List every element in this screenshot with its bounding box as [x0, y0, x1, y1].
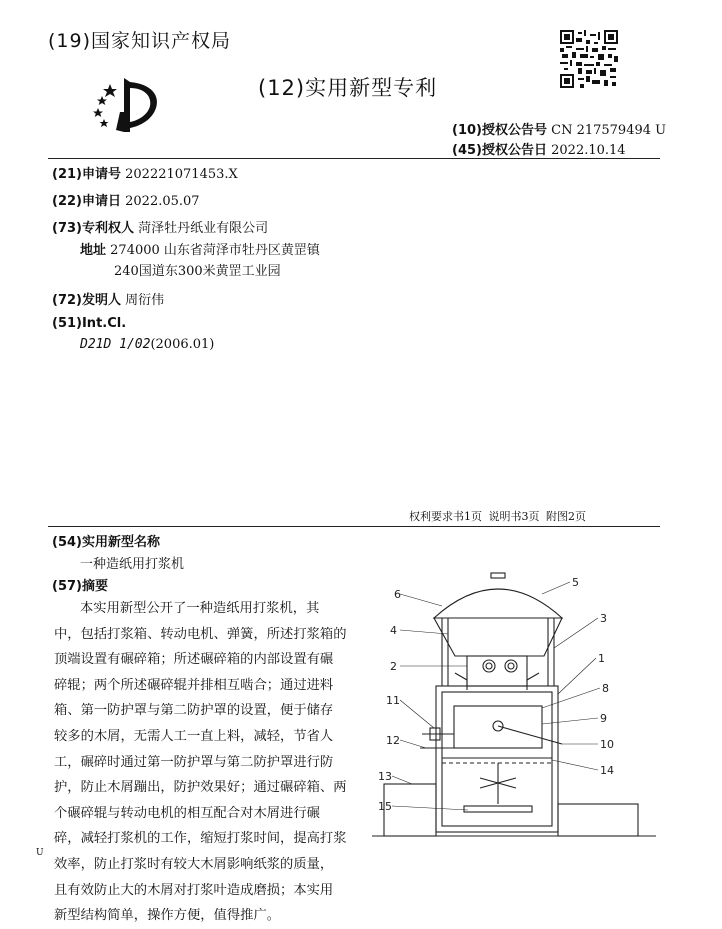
- application-number-row: [52, 163, 238, 182]
- office-name: (19)国家知识产权局: [48, 30, 232, 52]
- technical-drawing: [372, 568, 656, 868]
- abstract-line: 个碾碎辊与转动电机的相互配合对木屑进行碾: [54, 805, 320, 821]
- crushing-roller-right: [505, 660, 517, 672]
- ipc-label-row: [52, 316, 126, 331]
- application-number-label: (21)申请号: [52, 167, 121, 182]
- crushing-box: [467, 656, 527, 686]
- abstract-label-row: [52, 575, 108, 594]
- drawing-label-8: 8: [602, 682, 609, 695]
- drawing-label-6: 6: [394, 588, 401, 601]
- body-divider: [48, 526, 660, 527]
- drawing-label-11: 11: [386, 694, 400, 707]
- abstract-line: 效率，防止打浆时有较大木屑影响纸浆的质量，: [54, 856, 334, 872]
- abstract-text: [54, 596, 352, 929]
- crushing-roller-left: [483, 660, 495, 672]
- patentee-row: [52, 217, 268, 236]
- address-line-2: 240国道东300米黄罡工业园: [114, 264, 281, 279]
- drawing-label-13: 13: [378, 770, 392, 783]
- feed-hopper: [434, 618, 562, 656]
- drawing-label-2: 2: [390, 660, 397, 673]
- publication-number-row: [452, 119, 666, 138]
- cnipa-logo: [80, 72, 170, 136]
- title-label: (54)实用新型名称: [52, 535, 160, 550]
- abstract-line: 工，碾碎时通过第一防护罩与第二防护罩进行防: [54, 754, 334, 770]
- drawing-label-14: 14: [600, 764, 614, 777]
- abstract-label: (57)摘要: [52, 579, 108, 594]
- abstract-line: 较多的木屑，无需人工一直上料，减轻，节省人: [54, 728, 334, 744]
- patentee: 菏泽牡丹纸业有限公司: [138, 221, 269, 236]
- drawing-label-10: 10: [600, 738, 614, 751]
- abstract-line: 本实用新型公开了一种造纸用打浆机，其: [80, 601, 320, 616]
- ipc-label: (51)Int.Cl.: [52, 316, 127, 331]
- header-divider: [48, 158, 660, 159]
- abstract-line: 碎，减轻打浆机的工作，缩短打浆时间，提高打浆: [54, 831, 347, 847]
- abstract-line: 护，防止木屑蹦出，防护效果好；通过碾碎箱、两: [54, 780, 347, 796]
- document-type: (12)实用新型专利: [258, 76, 438, 100]
- abstract-line: 中，包括打浆箱、转动电机、弹簧，所述打浆箱的: [54, 626, 347, 642]
- ipc-version: (2006.01): [150, 337, 215, 352]
- base-block: [558, 804, 638, 836]
- title-row: [80, 553, 184, 572]
- drawing-label-15: 15: [378, 800, 392, 813]
- publication-date-label: (45)授权公告日: [452, 143, 547, 158]
- inventor-row: [52, 289, 164, 308]
- address-label: 地址: [80, 243, 107, 258]
- address-line-1: 274000 山东省菏泽市牡丹区黄罡镇: [110, 243, 320, 258]
- drawing-label-12: 12: [386, 734, 400, 747]
- application-date-label: (22)申请日: [52, 194, 121, 209]
- inventor-label: (72)发明人: [52, 293, 121, 308]
- address-row: [80, 239, 320, 258]
- utility-model-title: 一种造纸用打浆机: [80, 557, 185, 572]
- publication-date-row: [452, 139, 626, 158]
- abstract-line: 新型结构简单，操作方便，值得推广。: [54, 908, 281, 924]
- application-date: 2022.05.07: [125, 194, 200, 209]
- abstract-line: 碎辊；两个所述碾碎辊并排相互啮合；通过进料: [54, 677, 334, 693]
- side-mark: U: [36, 848, 44, 858]
- address-line-2-row: [114, 260, 281, 279]
- title-label-row: [52, 531, 160, 550]
- publication-date: 2022.10.14: [551, 143, 626, 158]
- abstract-line: 顶端设置有碾碎箱；所述碾碎箱的内部设置有碾: [54, 652, 334, 668]
- inventor: 周衍伟: [125, 293, 165, 308]
- qr-code: [560, 30, 618, 88]
- drawing-label-9: 9: [600, 712, 607, 725]
- drawing-label-5: 5: [572, 576, 579, 589]
- patentee-label: (73)专利权人: [52, 221, 134, 236]
- application-number: 202221071453.X: [125, 167, 238, 182]
- publication-number-label: (10)授权公告号: [452, 123, 547, 138]
- drawing-label-4: 4: [390, 624, 397, 637]
- application-date-row: [52, 190, 200, 209]
- grinding-box: [454, 706, 542, 748]
- publication-number: CN 217579494 U: [551, 123, 667, 138]
- drawing-label-1: 1: [598, 652, 605, 665]
- page-counts: 权利要求书1页 说明书3页 附图2页: [409, 510, 586, 523]
- abstract-line: 箱、第一防护罩与第二防护罩的设置，便于储存: [54, 703, 334, 719]
- ipc-code: D21D 1/02: [80, 337, 151, 352]
- dome-handle: [491, 573, 505, 578]
- abstract-line: 且有效防止大的木屑对打浆叶造成磨损；本实用: [54, 882, 334, 898]
- ipc-row: [80, 337, 214, 352]
- drawing-label-3: 3: [600, 612, 607, 625]
